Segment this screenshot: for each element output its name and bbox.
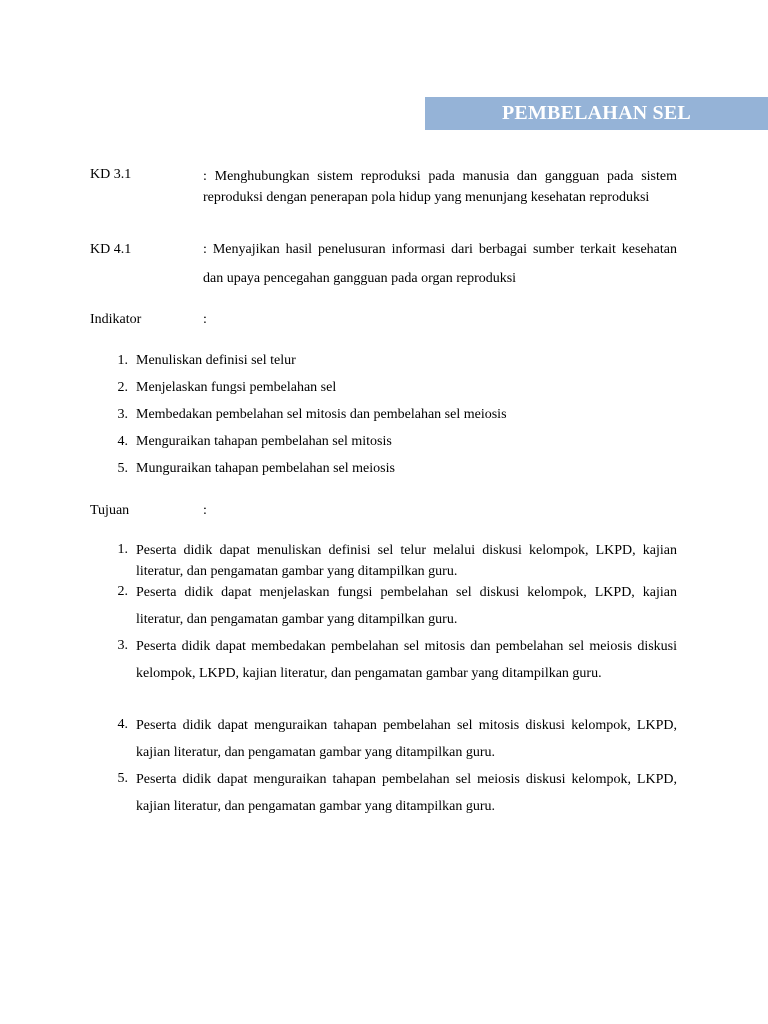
item-number: 3. (117, 407, 128, 422)
item-number: 1. (117, 542, 128, 557)
indikator-label: Indikator (90, 312, 142, 327)
item-number: 3. (117, 638, 128, 653)
page-title: PEMBELAHAN SEL (502, 102, 691, 124)
tujuan-label: Tujuan (90, 503, 130, 518)
kd-label: KD 4.1 (90, 242, 132, 257)
item-text: Peserta didik dapat menuliskan definisi sel telur melalui diskusi kelompok, LKPD, kajian literatur, dan pengamatan gambar yang ditampilkan guru. (136, 543, 677, 579)
item-text: Peserta didik dapat membedakan pembelahan sel mitosis dan pembelahan sel meiosis diskusi kelompok, LKPD, kajian literatur, dan pengamatan gambar yang ditampilkan guru. (136, 639, 677, 681)
item-text: Peserta didik dapat menjelaskan fungsi pembelahan sel diskusi kelompok, LKPD, kajian literatur, dan pengamatan gambar yang ditampilkan guru. (136, 585, 677, 627)
item-number: 5. (117, 461, 128, 476)
kd-label: KD 3.1 (90, 167, 132, 182)
item-text: Menguraikan tahapan pembelahan sel mitosis (136, 434, 392, 449)
item-text: Peserta didik dapat menguraikan tahapan pembelahan sel mitosis diskusi kelompok, LKPD, kajian literatur, dan pengamatan gambar yang ditampilkan guru. (136, 718, 677, 760)
tujuan-colon: : (203, 503, 207, 518)
title-banner (425, 97, 768, 130)
item-text: Membedakan pembelahan sel mitosis dan pembelahan sel meiosis (136, 407, 507, 422)
item-text: Munguraikan tahapan pembelahan sel meiosis (136, 461, 395, 476)
kd-description: : Menyajikan hasil penelusuran informasi dari berbagai sumber terkait kesehatan dan upaya pencegahan gangguan pada organ reproduksi (203, 242, 677, 286)
item-number: 4. (117, 434, 128, 449)
item-text: Menjelaskan fungsi pembelahan sel (136, 380, 337, 395)
item-number: 2. (117, 584, 128, 599)
item-number: 2. (117, 380, 128, 395)
item-number: 1. (117, 353, 128, 368)
item-text: Peserta didik dapat menguraikan tahapan pembelahan sel meiosis diskusi kelompok, LKPD, kajian literatur, dan pengamatan gambar yang ditampilkan guru. (136, 772, 677, 814)
item-text: Menuliskan definisi sel telur (136, 353, 296, 368)
item-number: 4. (117, 717, 128, 732)
item-number: 5. (117, 771, 128, 786)
indikator-colon: : (203, 312, 207, 327)
kd-description: : Menghubungkan sistem reproduksi pada manusia dan gangguan pada sistem reproduksi dengan penerapan pola hidup yang menunjang kesehatan reproduksi (203, 169, 677, 205)
